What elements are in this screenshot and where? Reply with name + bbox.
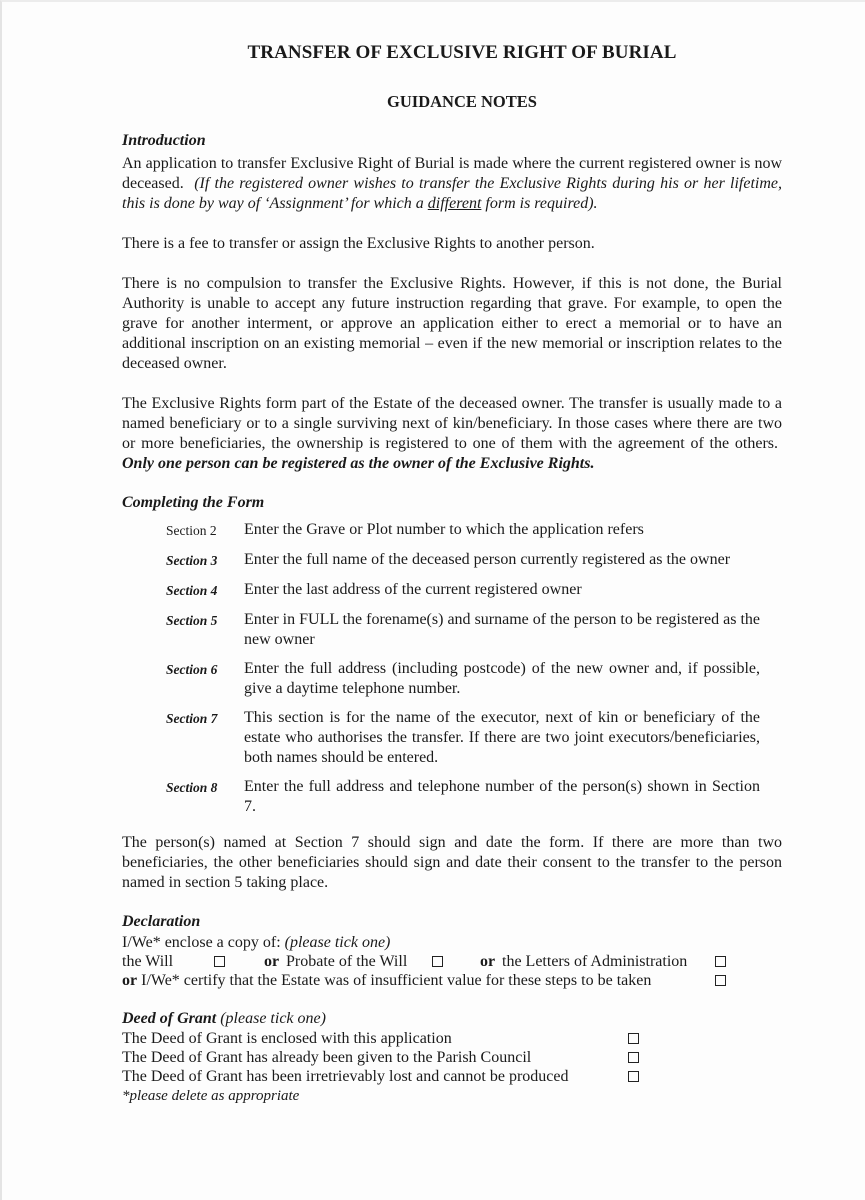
insufficient-checkbox[interactable] [715, 975, 726, 986]
enclose-prefix: I/We* enclose a copy of: [122, 934, 285, 951]
letters-label: the Letters of Administration [502, 953, 688, 970]
enclose-line [122, 933, 782, 952]
document-content [122, 42, 782, 1105]
sections-list [166, 520, 782, 817]
intro-main-text: An application to transfer Exclusive Right of Burial is made where the current registered owner is now deceased. [122, 155, 782, 192]
insufficient-text [122, 971, 651, 990]
intro-note-after: form is required). [481, 195, 598, 212]
intro-note-before: (If the registered owner wishes to transfer the Exclusive Rights during his or her lifetime, this is done by way of ‘Assignment’ for which a [122, 175, 783, 212]
fee-paragraph: There is a fee to transfer or assign the Exclusive Rights to another person. [122, 235, 595, 252]
section-row [166, 520, 782, 541]
introduction-heading: Introduction [122, 132, 206, 149]
letters-checkbox[interactable] [715, 956, 726, 967]
section-row [166, 550, 782, 571]
delete-footnote: *please delete as appropriate [122, 1088, 300, 1104]
section-text: Enter the full name of the deceased person currently registered as the owner [244, 551, 731, 568]
document-subtitle: GUIDANCE NOTES [387, 92, 537, 111]
section-row [166, 708, 782, 768]
section-label: Section 2 [166, 523, 217, 538]
insufficient-label: I/We* certify that the Estate was of insufficient value for these steps to be taken [141, 972, 652, 989]
section-row [166, 777, 782, 817]
section-row [166, 659, 782, 699]
enclose-options-line [122, 952, 782, 971]
document-title: TRANSFER OF EXCLUSIVE RIGHT OF BURIAL [247, 42, 677, 63]
will-label: the Will [122, 953, 174, 970]
probate-label: Probate of the Will [286, 953, 408, 970]
section-text: Enter the full address (including postcode) of the new owner and, if possible, give a daytime telephone number. [244, 660, 760, 697]
section-row [166, 610, 782, 650]
estate-main-text: The Exclusive Rights form part of the Estate of the deceased owner. The transfer is usually made to a named beneficiary or to a single surviving next of kin/beneficiary. In those cases where there are two or more beneficiaries, the ownership is registered to one of them with the agreement of the others. [122, 395, 782, 452]
deed-option-label: The Deed of Grant has been irretrievably lost and cannot be produced [122, 1068, 569, 1085]
section-label: Section 7 [166, 711, 218, 726]
enclose-hint: (please tick one) [284, 934, 391, 951]
or-label: or [480, 953, 496, 970]
section-label: Section 6 [166, 662, 218, 677]
deed-heading [122, 1010, 782, 1028]
section-label: Section 3 [166, 553, 218, 568]
signing-paragraph: The person(s) named at Section 7 should sign and date the form. If there are more than two beneficiaries, the other beneficiaries should sign and date their consent to the transfer to the person named in section 5 taking place. [122, 834, 782, 891]
deed-hint: (please tick one) [220, 1010, 326, 1027]
intro-note [122, 175, 782, 212]
compulsion-paragraph: There is no compulsion to transfer the Exclusive Rights. However, if this is not done, the Burial Authority is unable to accept any future instruction regarding that grave. For example, to open the grave for another interment, or approve an application either to erect a memorial or to have an additional inscription on an existing memorial – even if the new memorial or inscription relates to the deceased owner. [122, 275, 782, 372]
deed-option-label: The Deed of Grant has already been given to the Parish Council [122, 1049, 532, 1066]
deed-option-row [122, 1029, 782, 1048]
section-text: Enter the full address and telephone number of the person(s) shown in Section 7. [244, 778, 760, 815]
section-label: Section 4 [166, 583, 218, 598]
deed-option-row [122, 1048, 782, 1067]
will-checkbox[interactable] [214, 956, 225, 967]
deed-option-row [122, 1067, 782, 1086]
or-label: or [264, 953, 280, 970]
deed-lost-checkbox[interactable] [628, 1071, 639, 1082]
deed-option-label: The Deed of Grant is enclosed with this application [122, 1030, 452, 1047]
deed-enclosed-checkbox[interactable] [628, 1033, 639, 1044]
declaration-heading: Declaration [122, 913, 201, 930]
section-row [166, 580, 782, 601]
intro-note-underlined: different [427, 195, 482, 212]
estate-emphasis: Only one person can be registered as the owner of the Exclusive Rights. [122, 455, 595, 472]
deed-given-checkbox[interactable] [628, 1052, 639, 1063]
introduction-paragraph-1 [122, 154, 782, 214]
probate-checkbox[interactable] [432, 956, 443, 967]
enclose-text [122, 933, 390, 952]
or-label: or [122, 972, 138, 989]
section-label: Section 5 [166, 613, 218, 628]
completing-heading: Completing the Form [122, 494, 265, 511]
insufficient-line [122, 971, 782, 990]
section-text: This section is for the name of the executor, next of kin or beneficiary of the estate who authorises the transfer. If there are two joint executors/beneficiaries, both names should be entered. [244, 709, 760, 766]
section-text: Enter the last address of the current registered owner [244, 581, 582, 598]
section-label: Section 8 [166, 780, 218, 795]
estate-paragraph [122, 394, 782, 474]
section-text: Enter in FULL the forename(s) and surname of the person to be registered as the new owner [244, 611, 760, 648]
section-text: Enter the Grave or Plot number to which the application refers [244, 521, 644, 538]
deed-heading-text: Deed of Grant [122, 1010, 217, 1027]
